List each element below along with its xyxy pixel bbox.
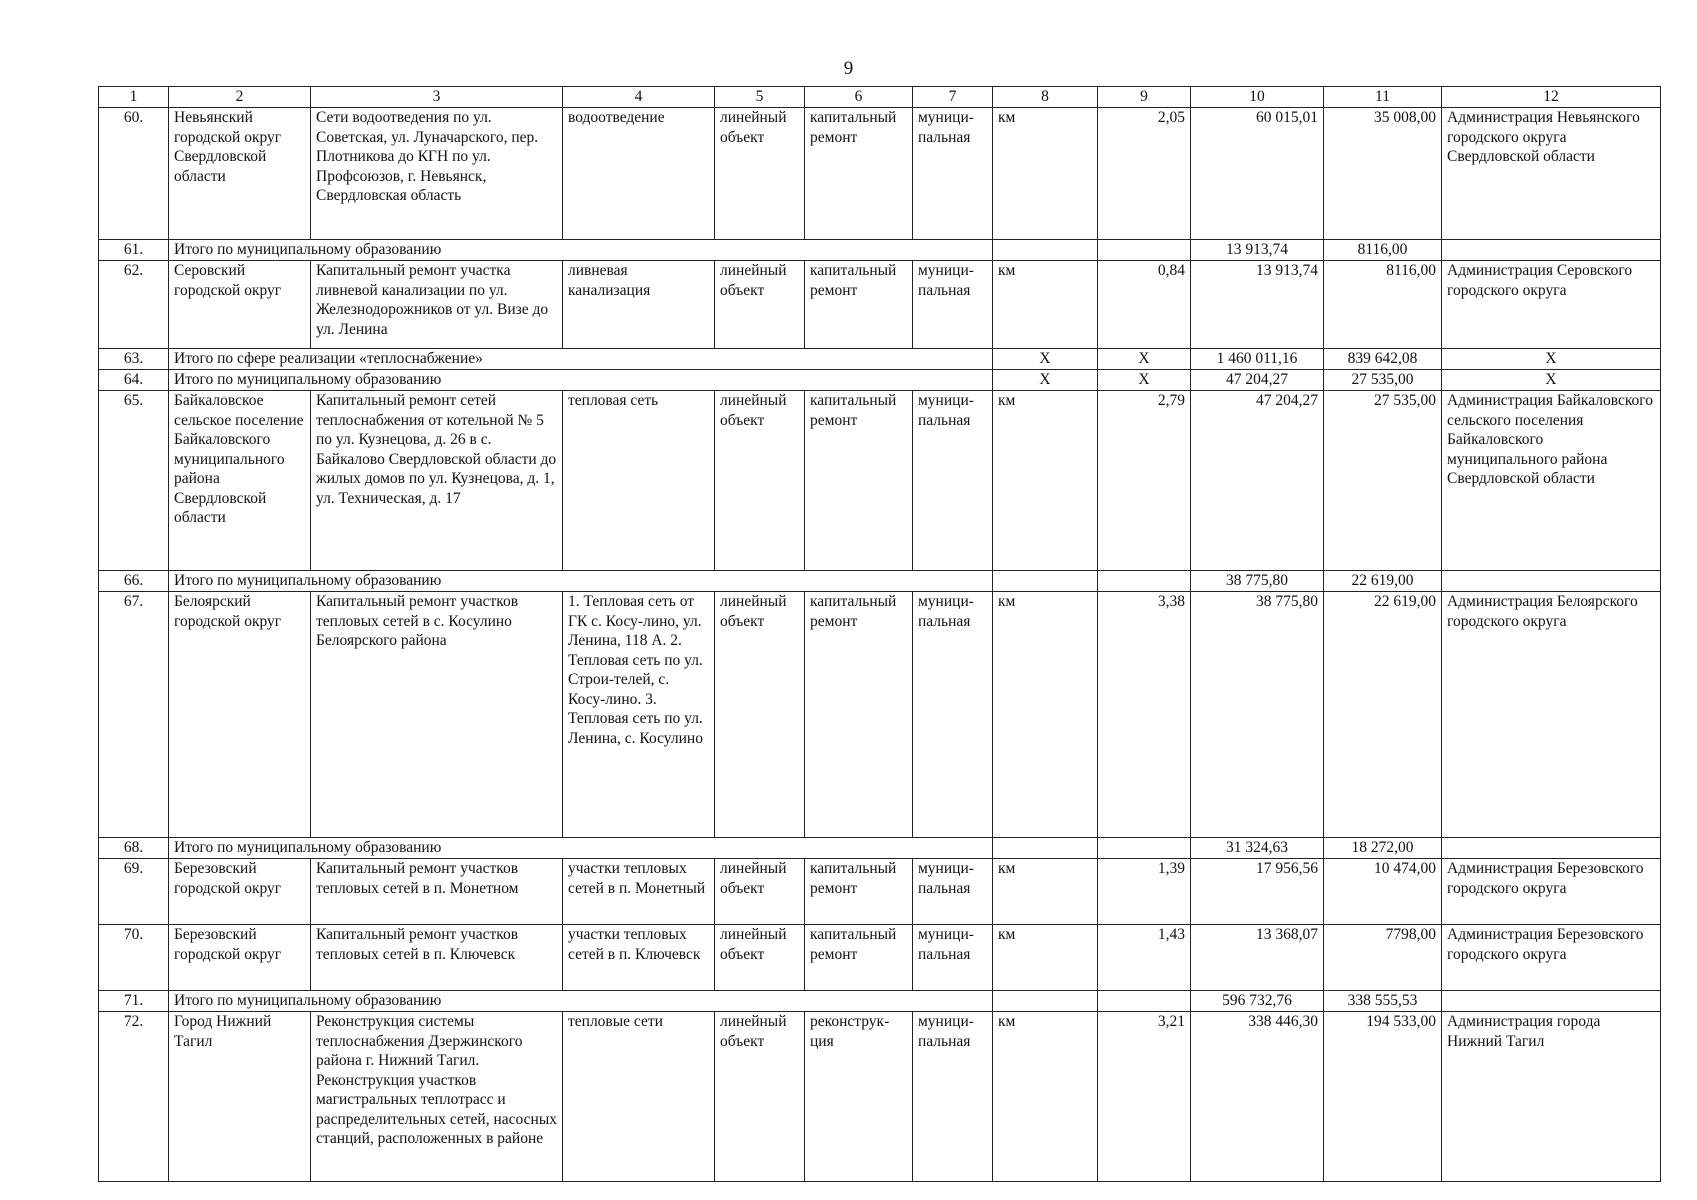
unit-cell: км [993, 391, 1098, 571]
page-number: 9 [843, 58, 854, 79]
municipality-cell: Город Нижний Тагил [169, 1012, 311, 1182]
work-type-cell: капитальный ремонт [805, 592, 913, 838]
total-row [99, 991, 1661, 1012]
work-type-cell: капитальный ремонт [805, 925, 913, 991]
total-cost-cell: 1 460 011,16 [1191, 349, 1324, 370]
ownership-cell: муници-пальная [913, 391, 993, 571]
work-type-cell: капитальный ремонт [805, 108, 913, 240]
sphere-cell: 1. Тепловая сеть от ГК с. Косу-лино, ул. Ленина, 118 А. 2. Тепловая сеть по ул. Строи-телей, с. Косу-лино. 3. Тепловая сеть по ул. Ленина, с. Косулино [563, 592, 715, 838]
quantity-cell: 1,43 [1098, 925, 1191, 991]
total-col12 [1442, 991, 1661, 1012]
column-number-row [99, 87, 1661, 108]
column-header-2: 2 [169, 87, 311, 108]
total-col8 [993, 991, 1098, 1012]
subsidy-cell: 194 533,00 [1324, 1012, 1442, 1182]
total-col9 [1098, 240, 1191, 261]
total-cost-cell: 60 015,01 [1191, 108, 1324, 240]
total-col8 [993, 240, 1098, 261]
object-name-cell: Капитальный ремонт участков тепловых сетей в с. Косулино Белоярского района [311, 592, 563, 838]
unit-cell: км [993, 1012, 1098, 1182]
total-cost-cell: 17 956,56 [1191, 859, 1324, 925]
row-number: 63. [99, 349, 169, 370]
ownership-cell: муници-пальная [913, 1012, 993, 1182]
column-header-5: 5 [715, 87, 805, 108]
sphere-cell: участки тепловых сетей в п. Ключевск [563, 925, 715, 991]
municipality-cell: Белоярский городской округ [169, 592, 311, 838]
municipality-cell: Невьянский городской округ Свердловской области [169, 108, 311, 240]
subsidy-cell: 22 619,00 [1324, 592, 1442, 838]
subsidy-cell: 338 555,53 [1324, 991, 1442, 1012]
total-label: Итого по муниципальному образованию [169, 838, 993, 859]
quantity-cell: 2,05 [1098, 108, 1191, 240]
customer-cell: Администрация города Нижний Тагил [1442, 1012, 1661, 1182]
total-col9 [1098, 991, 1191, 1012]
object-name-cell: Капитальный ремонт участка ливневой канализации по ул. Железнодорожников от ул. Визе до ул. Ленина [311, 261, 563, 349]
object-type-cell: линейный объект [715, 1012, 805, 1182]
municipality-cell: Березовский городской округ [169, 925, 311, 991]
total-col12: Х [1442, 370, 1661, 391]
unit-cell: км [993, 592, 1098, 838]
row-number: 64. [99, 370, 169, 391]
total-row [99, 571, 1661, 592]
subsidy-cell: 8116,00 [1324, 261, 1442, 349]
column-header-6: 6 [805, 87, 913, 108]
column-header-11: 11 [1324, 87, 1442, 108]
total-row [99, 838, 1661, 859]
sphere-cell: участки тепловых сетей в п. Монетный [563, 859, 715, 925]
row-number: 67. [99, 592, 169, 838]
subsidy-cell: 22 619,00 [1324, 571, 1442, 592]
object-type-cell: линейный объект [715, 391, 805, 571]
row-number: 61. [99, 240, 169, 261]
sphere-cell: тепловая сеть [563, 391, 715, 571]
customer-cell: Администрация Байкаловского сельского поселения Байкаловского муниципального района Свердловской области [1442, 391, 1661, 571]
subsidy-cell: 8116,00 [1324, 240, 1442, 261]
column-header-9: 9 [1098, 87, 1191, 108]
total-cost-cell: 338 446,30 [1191, 1012, 1324, 1182]
total-cost-cell: 38 775,80 [1191, 592, 1324, 838]
ownership-cell: муници-пальная [913, 859, 993, 925]
object-type-cell: линейный объект [715, 592, 805, 838]
total-col12 [1442, 571, 1661, 592]
column-header-10: 10 [1191, 87, 1324, 108]
subsidy-cell: 839 642,08 [1324, 349, 1442, 370]
table-row [99, 592, 1661, 838]
total-cost-cell: 31 324,63 [1191, 838, 1324, 859]
row-number: 71. [99, 991, 169, 1012]
unit-cell: км [993, 925, 1098, 991]
municipality-cell: Березовский городской округ [169, 859, 311, 925]
row-number: 66. [99, 571, 169, 592]
total-cost-cell: 13 368,07 [1191, 925, 1324, 991]
total-cost-cell: 13 913,74 [1191, 261, 1324, 349]
work-type-cell: капитальный ремонт [805, 261, 913, 349]
quantity-cell: 2,79 [1098, 391, 1191, 571]
total-col8: Х [993, 349, 1098, 370]
object-type-cell: линейный объект [715, 108, 805, 240]
sphere-cell: ливневая канализация [563, 261, 715, 349]
ownership-cell: муници-пальная [913, 592, 993, 838]
row-number: 65. [99, 391, 169, 571]
subsidy-cell: 7798,00 [1324, 925, 1442, 991]
total-col12 [1442, 240, 1661, 261]
customer-cell: Администрация Серовского городского округа [1442, 261, 1661, 349]
total-cost-cell: 47 204,27 [1191, 370, 1324, 391]
total-col9: Х [1098, 349, 1191, 370]
total-label: Итого по муниципальному образованию [169, 370, 993, 391]
ownership-cell: муници-пальная [913, 261, 993, 349]
row-number: 70. [99, 925, 169, 991]
customer-cell: Администрация Березовского городского округа [1442, 925, 1661, 991]
subsidy-cell: 27 535,00 [1324, 370, 1442, 391]
table-row [99, 859, 1661, 925]
total-col12: Х [1442, 349, 1661, 370]
subsidy-cell: 10 474,00 [1324, 859, 1442, 925]
unit-cell: км [993, 108, 1098, 240]
total-cost-cell: 13 913,74 [1191, 240, 1324, 261]
row-number: 68. [99, 838, 169, 859]
column-header-4: 4 [563, 87, 715, 108]
sphere-cell: тепловые сети [563, 1012, 715, 1182]
municipality-cell: Серовский городской округ [169, 261, 311, 349]
total-label: Итого по сфере реализации «теплоснабжение» [169, 349, 993, 370]
column-header-3: 3 [311, 87, 563, 108]
sphere-cell: водоотведение [563, 108, 715, 240]
total-row [99, 240, 1661, 261]
column-header-7: 7 [913, 87, 993, 108]
object-name-cell: Капитальный ремонт участков тепловых сетей в п. Монетном [311, 859, 563, 925]
column-header-12: 12 [1442, 87, 1661, 108]
ownership-cell: муници-пальная [913, 925, 993, 991]
object-name-cell: Реконструкция системы теплоснабжения Дзержинского района г. Нижний Тагил. Реконструкция участков магистральных теплотрасс и распределительных сетей, насосных станций, расположенных в районе [311, 1012, 563, 1182]
ownership-cell: муници-пальная [913, 108, 993, 240]
table-row [99, 391, 1661, 571]
table-row [99, 108, 1661, 240]
subsidy-cell: 27 535,00 [1324, 391, 1442, 571]
total-col9 [1098, 838, 1191, 859]
table-row [99, 1012, 1661, 1182]
object-type-cell: линейный объект [715, 261, 805, 349]
total-cost-cell: 596 732,76 [1191, 991, 1324, 1012]
municipality-cell: Байкаловское сельское поселение Байкаловского муниципального района Свердловской области [169, 391, 311, 571]
subsidy-cell: 35 008,00 [1324, 108, 1442, 240]
quantity-cell: 3,38 [1098, 592, 1191, 838]
customer-cell: Администрация Березовского городского округа [1442, 859, 1661, 925]
total-row [99, 349, 1661, 370]
work-type-cell: капитальный ремонт [805, 391, 913, 571]
total-col8 [993, 571, 1098, 592]
total-label: Итого по муниципальному образованию [169, 571, 993, 592]
customer-cell: Администрация Невьянского городского округа Свердловской области [1442, 108, 1661, 240]
total-col8: Х [993, 370, 1098, 391]
table-row [99, 261, 1661, 349]
quantity-cell: 1,39 [1098, 859, 1191, 925]
total-label: Итого по муниципальному образованию [169, 991, 993, 1012]
total-cost-cell: 38 775,80 [1191, 571, 1324, 592]
object-name-cell: Капитальный ремонт сетей теплоснабжения от котельной № 5 по ул. Кузнецова, д. 26 в с. Байкалово Свердловской области до жилых домов по ул. Кузнецова, д. 1, ул. Техническая, д. 17 [311, 391, 563, 571]
column-header-1: 1 [99, 87, 169, 108]
total-label: Итого по муниципальному образованию [169, 240, 993, 261]
total-col8 [993, 838, 1098, 859]
object-type-cell: линейный объект [715, 925, 805, 991]
row-number: 60. [99, 108, 169, 240]
total-cost-cell: 47 204,27 [1191, 391, 1324, 571]
total-col9: Х [1098, 370, 1191, 391]
column-header-8: 8 [993, 87, 1098, 108]
table-row [99, 925, 1661, 991]
quantity-cell: 0,84 [1098, 261, 1191, 349]
total-row [99, 370, 1661, 391]
unit-cell: км [993, 261, 1098, 349]
total-col12 [1442, 838, 1661, 859]
customer-cell: Администрация Белоярского городского округа [1442, 592, 1661, 838]
object-name-cell: Капитальный ремонт участков тепловых сетей в п. Ключевск [311, 925, 563, 991]
objects-table [98, 86, 1661, 1182]
row-number: 72. [99, 1012, 169, 1182]
quantity-cell: 3,21 [1098, 1012, 1191, 1182]
work-type-cell: реконструк-ция [805, 1012, 913, 1182]
object-name-cell: Сети водоотведения по ул. Советская, ул. Луначарского, пер. Плотникова до КГН по ул. Профсоюзов, г. Невьянск, Свердловская область [311, 108, 563, 240]
row-number: 62. [99, 261, 169, 349]
work-type-cell: капитальный ремонт [805, 859, 913, 925]
unit-cell: км [993, 859, 1098, 925]
subsidy-cell: 18 272,00 [1324, 838, 1442, 859]
object-type-cell: линейный объект [715, 859, 805, 925]
row-number: 69. [99, 859, 169, 925]
total-col9 [1098, 571, 1191, 592]
